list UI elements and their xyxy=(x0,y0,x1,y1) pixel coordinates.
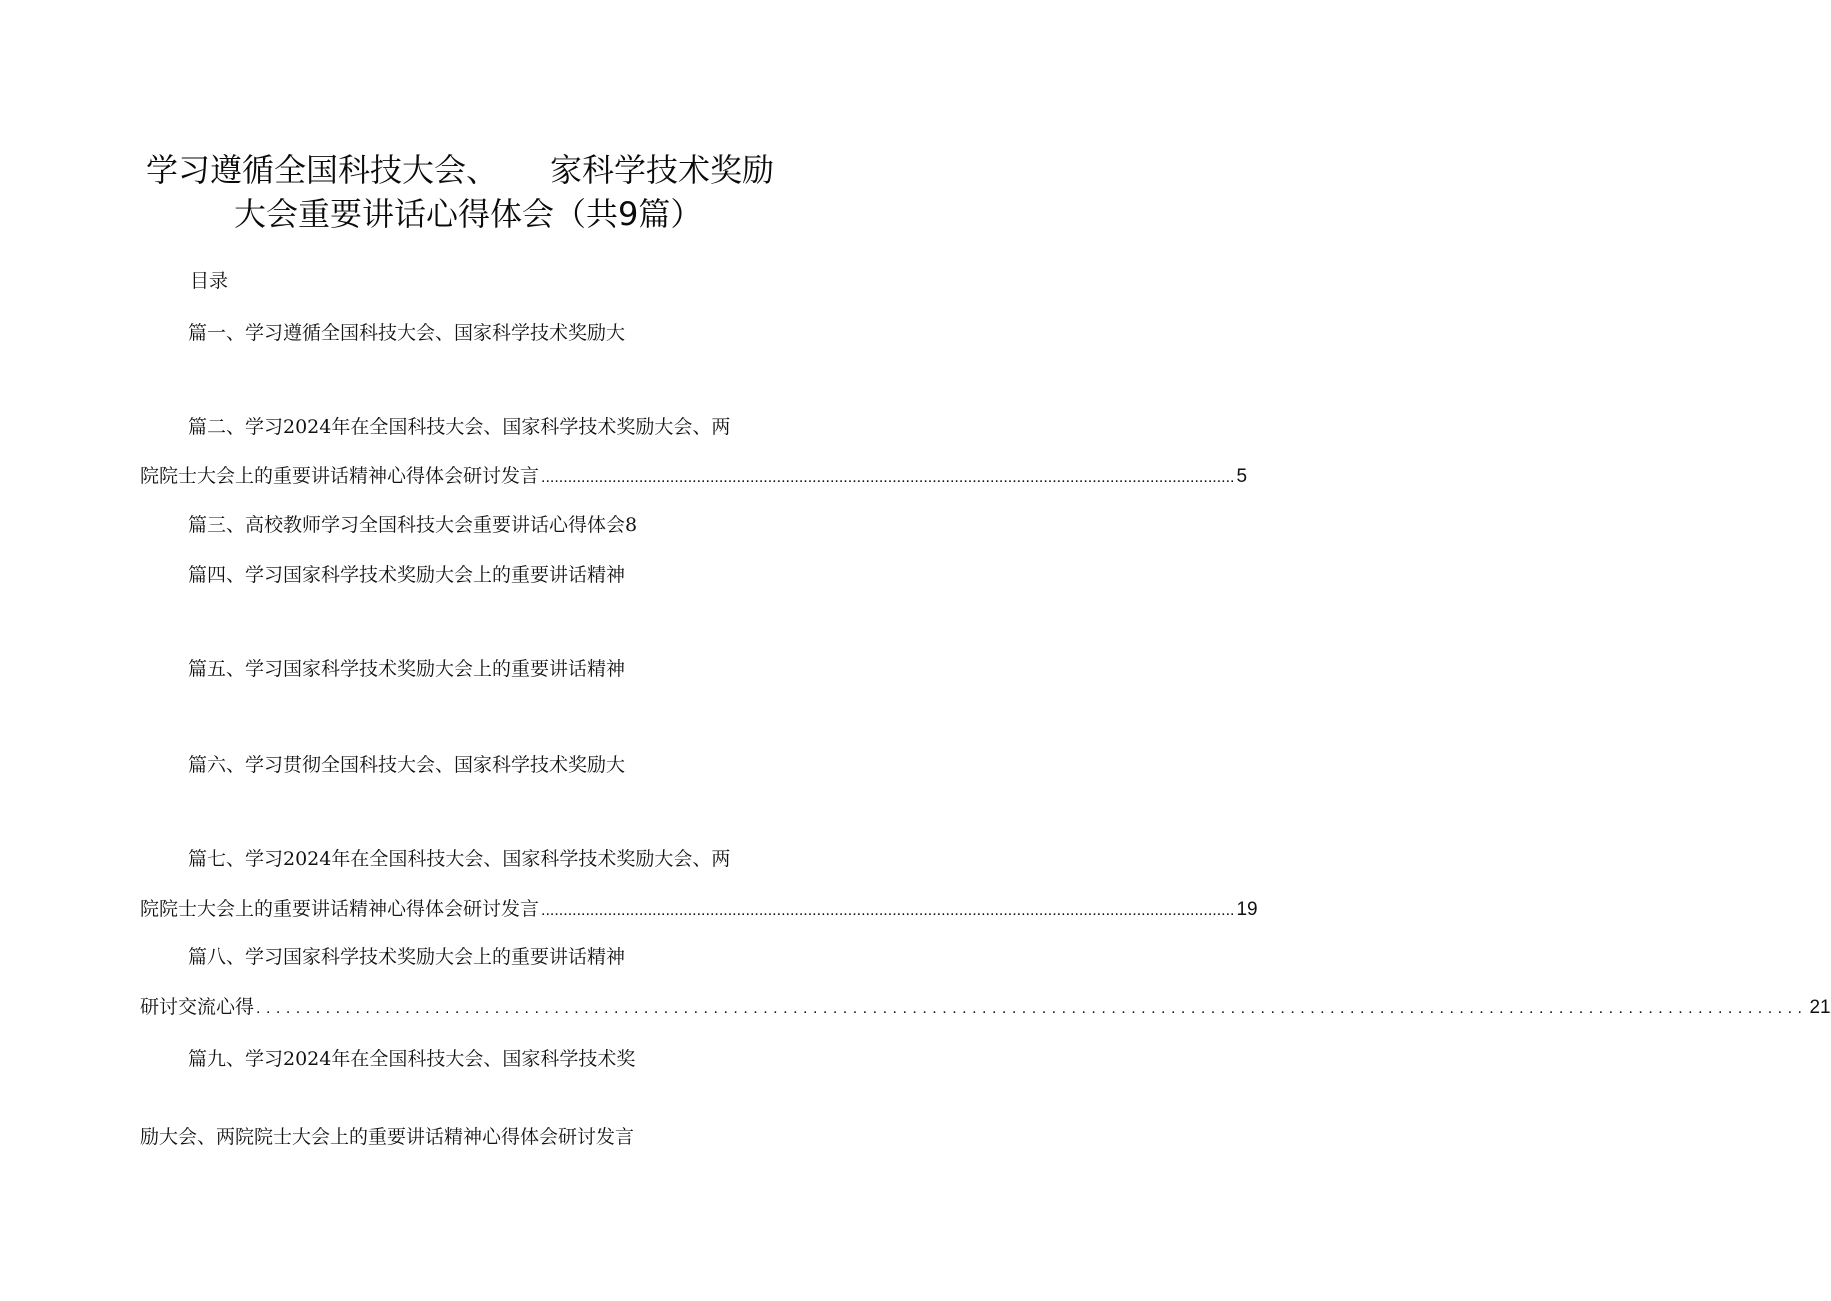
toc-entry-8-text: 研讨交流心得 xyxy=(140,996,255,1018)
toc-entry-2-line2[interactable] xyxy=(140,463,1248,491)
toc-leader-dots: ............................................................................................................................................................ xyxy=(541,902,1235,919)
toc-leader-dots: ............................................................................................................................................................ xyxy=(541,469,1235,486)
toc-entry-2-page: 5 xyxy=(1236,466,1248,487)
toc-entry-8-line2[interactable] xyxy=(140,994,1831,1022)
toc-entry-8-line1[interactable]: 篇八、学习国家科学技术奖励大会上的重要讲话精神 xyxy=(188,946,626,968)
toc-entry-1[interactable]: 篇一、学习遵循全国科技大会、国家科学技术奖励大 xyxy=(188,322,626,344)
toc-entry-4[interactable]: 篇四、学习国家科学技术奖励大会上的重要讲话精神 xyxy=(188,564,626,586)
document-title-line1-part1: 学习遵循全国科技大会、 xyxy=(146,151,499,189)
toc-entry-2-line1[interactable]: 篇二、学习2024年在全国科技大会、国家科学技术奖励大会、两 xyxy=(188,416,731,438)
toc-entry-9-line1[interactable]: 篇九、学习2024年在全国科技大会、国家科学技术奖 xyxy=(188,1048,636,1070)
toc-heading: 目录 xyxy=(190,270,229,292)
toc-entry-6[interactable]: 篇六、学习贯彻全国科技大会、国家科学技术奖励大 xyxy=(188,754,626,776)
toc-entry-2-text: 院院士大会上的重要讲话精神心得体会研讨发言 xyxy=(140,465,540,487)
document-title-line2: 大会重要讲话心得体会（共9篇） xyxy=(234,195,703,233)
toc-entry-5[interactable]: 篇五、学习国家科学技术奖励大会上的重要讲话精神 xyxy=(188,658,626,680)
toc-leader-dots: ............................................................................................................................................................ xyxy=(256,1000,1808,1017)
document-title-line1-part2: 家科学技术奖励 xyxy=(550,151,775,189)
toc-entry-8-page: 21 xyxy=(1809,997,1831,1018)
toc-entry-7-page: 19 xyxy=(1236,899,1258,920)
toc-entry-9-line2[interactable]: 励大会、两院院士大会上的重要讲话精神心得体会研讨发言 xyxy=(140,1126,635,1148)
toc-entry-7-line2[interactable] xyxy=(140,896,1258,924)
toc-entry-7-line1[interactable]: 篇七、学习2024年在全国科技大会、国家科学技术奖励大会、两 xyxy=(188,848,731,870)
toc-entry-3[interactable]: 篇三、高校教师学习全国科技大会重要讲话心得体会8 xyxy=(188,514,638,536)
toc-entry-7-text: 院院士大会上的重要讲话精神心得体会研讨发言 xyxy=(140,898,540,920)
